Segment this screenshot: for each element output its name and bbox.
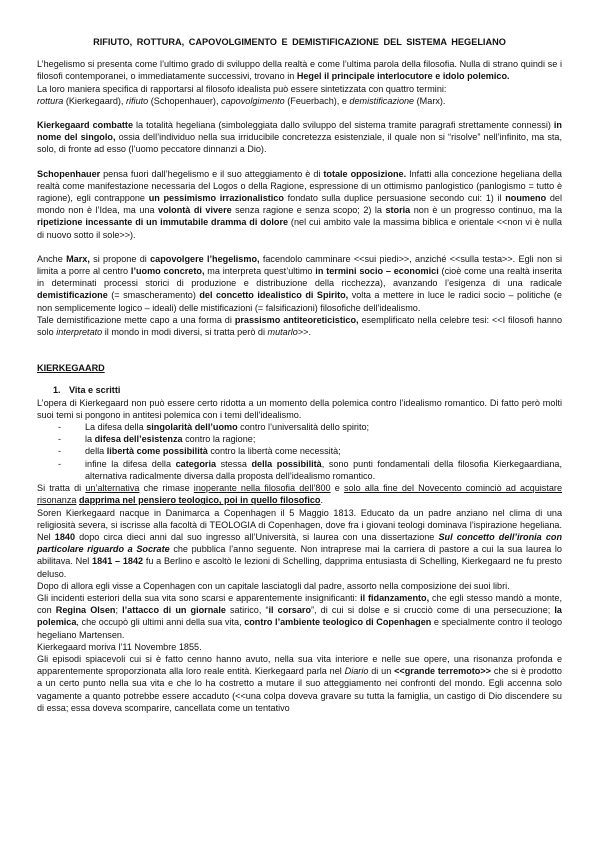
vita-paragraph-7: Gli episodi spiacevoli cui si è fatto cenno hanno avuto, nella sua vita interiore e nelle sue opere, una risonanza profonda e apparentemente sproporzionata alla loro reale entità. Kierkegaard parla nel Diario di un <<grande terremoto>> che si è prodotto a un certo punto nella sua vita e che lo ha costretto a mutare il suo atteggiamento nei confronti del mondo. Egli accenna solo vagamente a quanto potrebbe essere accaduto (<<una colpa doveva gravare su tutta la famiglia, un castigo di Dio discendere su di essa; essa doveva scomparire, cancellata come un tentativo — [37, 653, 562, 713]
section-heading-kierkegaard: KIERKEGAARD — [37, 363, 105, 374]
marx-paragraph: Anche Marx, si propone di capovolgere l’hegelismo, facendolo camminare <<sui piedi>>, anziché <<sulla testa>>. Egli non si limita a porre al centro l’uomo concreto, ma interpreta quest’ultimo in termini socio – economici (cioè come una realtà inserita in determinati processi storici di produzione e distribuzione della ricchezza), avanzando l’esigenza di una radicale demistificazione (= smascheramento) del concetto idealistico di Spirito, volta a mettere in luce le radici socio – politiche (e non semplicemente logico – ideali) delle mistificazioni (= falsificazioni) filosofiche dell’idealismo. — [37, 253, 563, 313]
intro-paragraph-2: La loro maniera specifica di rapportarsi al filosofo idealista può essere sintetizzata con quattro termini: — [37, 83, 447, 94]
vita-paragraph-3: Soren Kierkegaard nacque in Danimarca a Copenhagen il 5 Maggio 1813. Educato da un padre anziano nel clima di una religiosità severa, si iscrisse alla facoltà di TEOLOGIA di Copenhagen, dove fra i giovani teologi dominava l’ispirazione hegeliana. Nel 1840 dopo circa dieci anni dal suo ingresso all’Università, si laurea con una dissertazione Sul concetto dell’ironia con particolare riguardo a Socrate che pubblica l’anno seguente. Non intraprese mai la carriera di pastore a cui la sua laurea lo abilitava. Nel 1841 – 1842 fu a Berlino e ascoltò le lezioni di Schelling, dapprima entusiasta di Schelling, Kierkegaard ne fu presto deluso. — [37, 507, 562, 579]
vita-paragraph-6: Kierkegaard moriva l’11 Novembre 1855. — [37, 641, 202, 652]
themes-list — [37, 421, 562, 482]
vita-paragraph-5: Gli incidenti esteriori della sua vita sono scarsi e apparentemente insignificanti: il fidanzamento, che egli stesso mandò a monte, con Regina Olsen; l’attacco di un giornale satirico, “il corsaro”, di cui si dolse e si crucciò come di una persecuzione; la polemica, che occupò gli ultimi anni della sua vita, contro l’ambiente teologico di Copenhagen e specialmente contro il teologo hegeliano Martensen. — [37, 592, 562, 640]
intro-paragraph-1: L’hegelismo si presenta come l’ultimo grado di sviluppo della realtà e come l’ultima parola della filosofia. Nulla di strano quindi se i filosofi contemporanei, o immediatamente successivi, trovano in Hegel il principale interlocutore e idolo polemico. — [37, 59, 562, 82]
list-item: - la difesa dell’esistenza contro la ragione; — [70, 433, 562, 445]
page-title: RIFIUTO, ROTTURA, CAPOVOLGIMENTO E DEMISTIFICAZIONE DEL SISTEMA HEGELIANO — [93, 37, 506, 47]
vita-paragraph-2: Si tratta di un’alternativa che rimase inoperante nella filosofia dell’800 e solo alla fine del Novecento cominciò ad acquistare risonanza dapprima nel pensiero teologico, poi in quello filosofico. — [37, 483, 563, 506]
intro-terms: rottura (Kierkegaard), rifiuto (Schopenhauer), capovolgimento (Feuerbach), e demistificazione (Marx). — [37, 95, 446, 106]
kierkegaard-paragraph: Kierkegaard combatte la totalità hegeliana (simboleggiata dallo sviluppo del sistema tramite paragrafi strettamente connessi) in nome del singolo, ossia dell’individuo nella sua irriducibile concretezza esistenziale, il quale non si “risolve” nell’infinito, ma sta, solo, di fronte ad esso (l’uomo peccatore dinnanzi a Dio). — [37, 120, 562, 155]
schopenhauer-paragraph: Schopenhauer pensa fuori dall’hegelismo e il suo atteggiamento è di totale opposizione. Infatti alla concezione hegeliana della realtà come manifestazione necessaria del Logos o della Ragione, espressione di un ottimismo panlogistico (panlogismo = tutto è ragione), egli contrappone un pessimismo irrazionalistico fondato sulla duplice persuasione secondo cui: 1) il noumeno del mondo non è l’Idea, ma una volontà di vivere senza ragione e senza scopo; 2) la storia non è un progresso continuo, ma la ripetizione incessante di un immutabile dramma di dolore (nel cui ambito vale la massima biblica e orientale <<non vi è nulla di nuovo sotto il sole>>). — [37, 168, 562, 240]
marx-thesis-paragraph: Tale demistificazione mette capo a una forma di prassismo antiteoreticistico, esemplificato nella celebre tesi: <<I filosofi hanno solo interpretato il mondo in modi diversi, si tratta però di mutarlo>>. — [37, 314, 563, 338]
list-item: - La difesa della singolarità dell’uomo contro l’universalità dello spirito; — [70, 421, 562, 433]
vita-paragraph-4: Dopo di allora egli visse a Copenhagen con un capitale lasciatogli dal padre, assorto nella composizione dei suoi libri. — [37, 580, 510, 591]
list-item: - infine la difesa della categoria stessa della possibilità, sono punti fondamentali della filosofia Kierkegaardiana, alternativa radicalmente diversa dalla proposta dell’idealismo romantico. — [70, 458, 562, 482]
subsection-heading: 1. Vita e scritti — [53, 385, 121, 396]
vita-paragraph-1: L’opera di Kierkegaard non può essere certo ridotta a un momento della polemica contro l’idealismo romantico. Di fatto però molti suoi temi si pongono in antitesi polemica con i temi dell’idealismo. — [37, 397, 562, 420]
list-item: - della libertà come possibilità contro la libertà come necessità; — [70, 445, 562, 457]
